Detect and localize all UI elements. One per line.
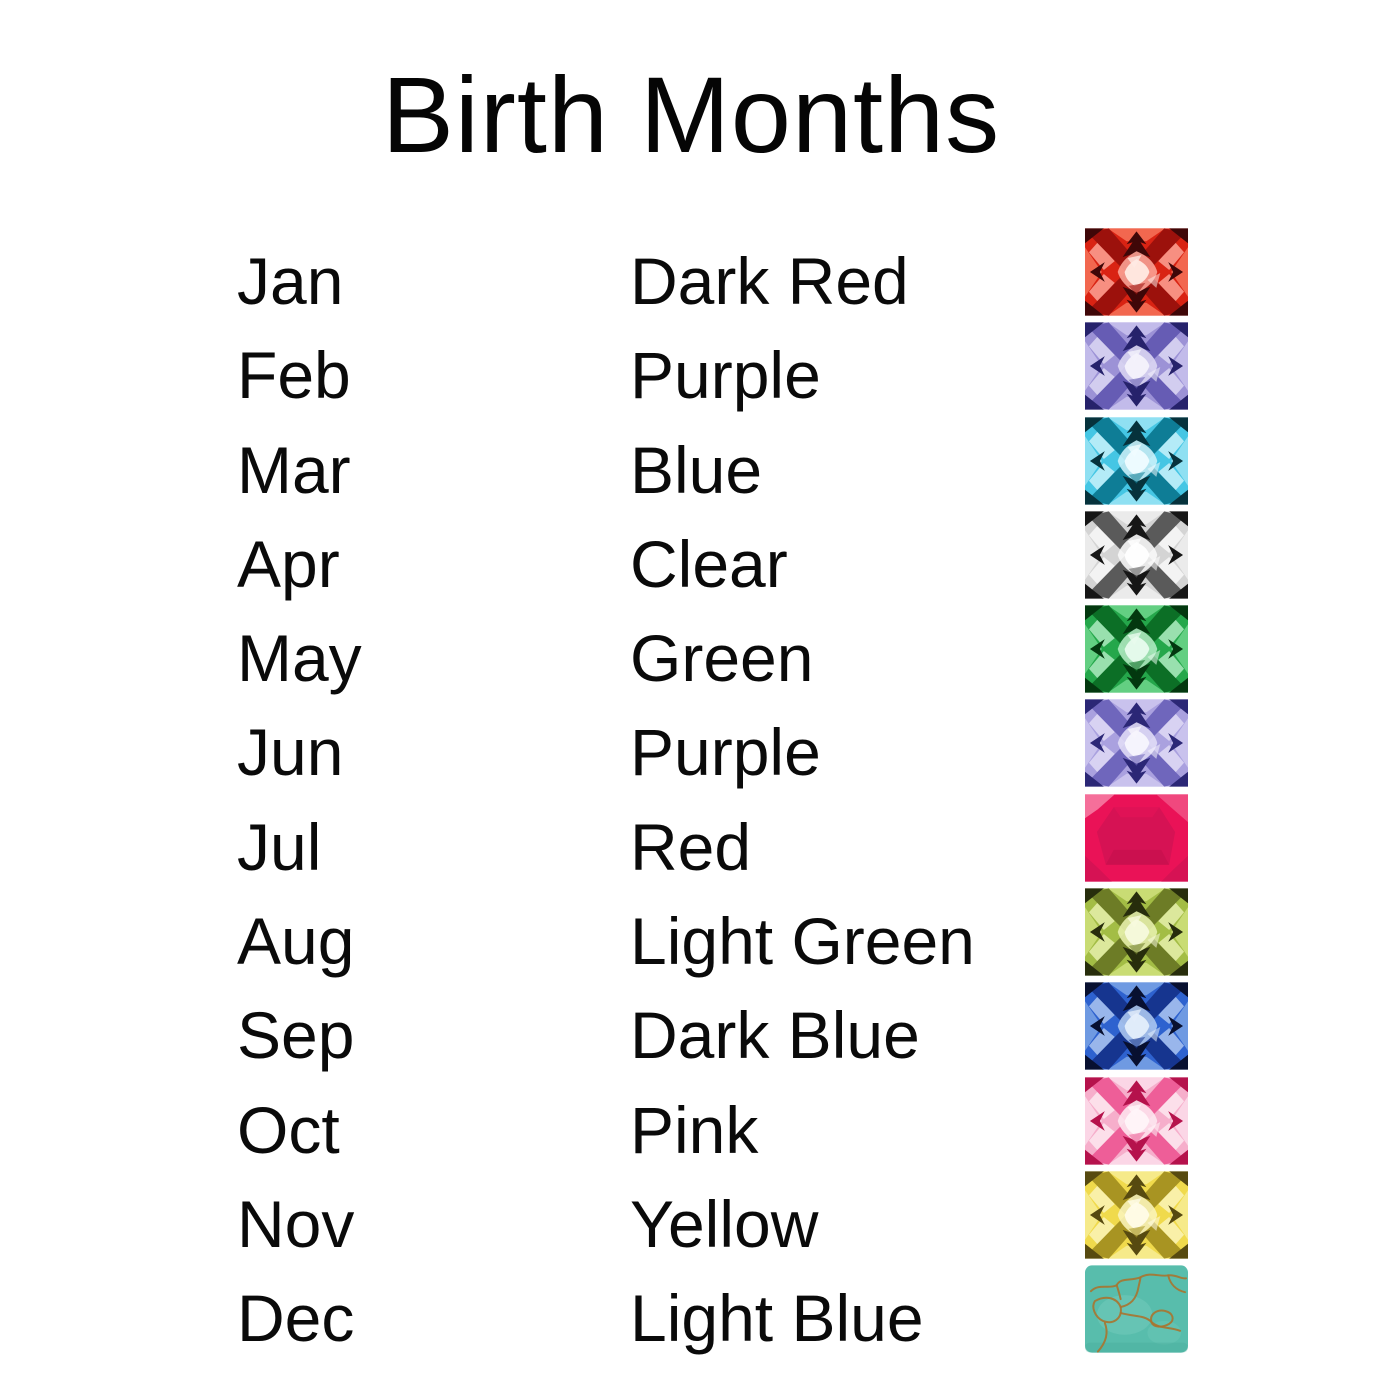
month-label: Nov: [237, 1186, 355, 1261]
month-label: Jan: [237, 244, 344, 318]
aquamarine-gem-icon: [1085, 417, 1188, 505]
month-label: Apr: [237, 526, 340, 601]
month-label: May: [237, 621, 362, 696]
table-row: [0, 605, 1400, 699]
color-label: Blue: [630, 432, 763, 507]
alexandrite-gem-icon: [1085, 699, 1188, 787]
birthstone-table: [0, 228, 1400, 1360]
table-row: [0, 699, 1400, 793]
diamond-gem-icon: [1085, 511, 1188, 599]
month-label: Feb: [237, 338, 351, 413]
month-label: Jul: [237, 809, 322, 884]
month-label: Dec: [237, 1281, 355, 1356]
turquoise-gem-icon: [1085, 1265, 1188, 1353]
color-label: Yellow: [630, 1186, 819, 1261]
table-row: [0, 511, 1400, 605]
garnet-gem-icon: [1085, 228, 1188, 316]
amethyst-gem-icon: [1085, 322, 1188, 410]
table-row: [0, 794, 1400, 888]
month-label: Jun: [237, 715, 344, 790]
peridot-gem-icon: [1085, 888, 1188, 976]
citrine-gem-icon: [1085, 1171, 1188, 1259]
table-row: [0, 417, 1400, 511]
pink-tourmaline-gem-icon: [1085, 1077, 1188, 1165]
table-row: [0, 888, 1400, 982]
color-label: Dark Blue: [630, 998, 920, 1073]
month-label: Aug: [237, 904, 355, 979]
table-row: [0, 1171, 1400, 1265]
emerald-gem-icon: [1085, 605, 1188, 693]
ruby-gem-icon: [1085, 794, 1188, 882]
color-label: Light Green: [630, 904, 975, 979]
color-label: Red: [630, 809, 752, 884]
month-label: Sep: [237, 998, 355, 1073]
table-row: [0, 322, 1400, 416]
page-title: Birth Months: [381, 54, 1001, 175]
table-row: [0, 228, 1400, 322]
color-label: Purple: [630, 338, 821, 413]
color-label: Pink: [630, 1092, 759, 1167]
table-row: [0, 1077, 1400, 1171]
color-label: Light Blue: [630, 1281, 924, 1356]
sapphire-gem-icon: [1085, 982, 1188, 1070]
color-label: Clear: [630, 526, 788, 601]
color-label: Green: [630, 621, 814, 696]
table-row: [0, 982, 1400, 1076]
color-label: Purple: [630, 715, 821, 790]
color-label: Dark Red: [630, 244, 909, 318]
table-row: [0, 1265, 1400, 1359]
month-label: Oct: [237, 1092, 340, 1167]
month-label: Mar: [237, 432, 351, 507]
